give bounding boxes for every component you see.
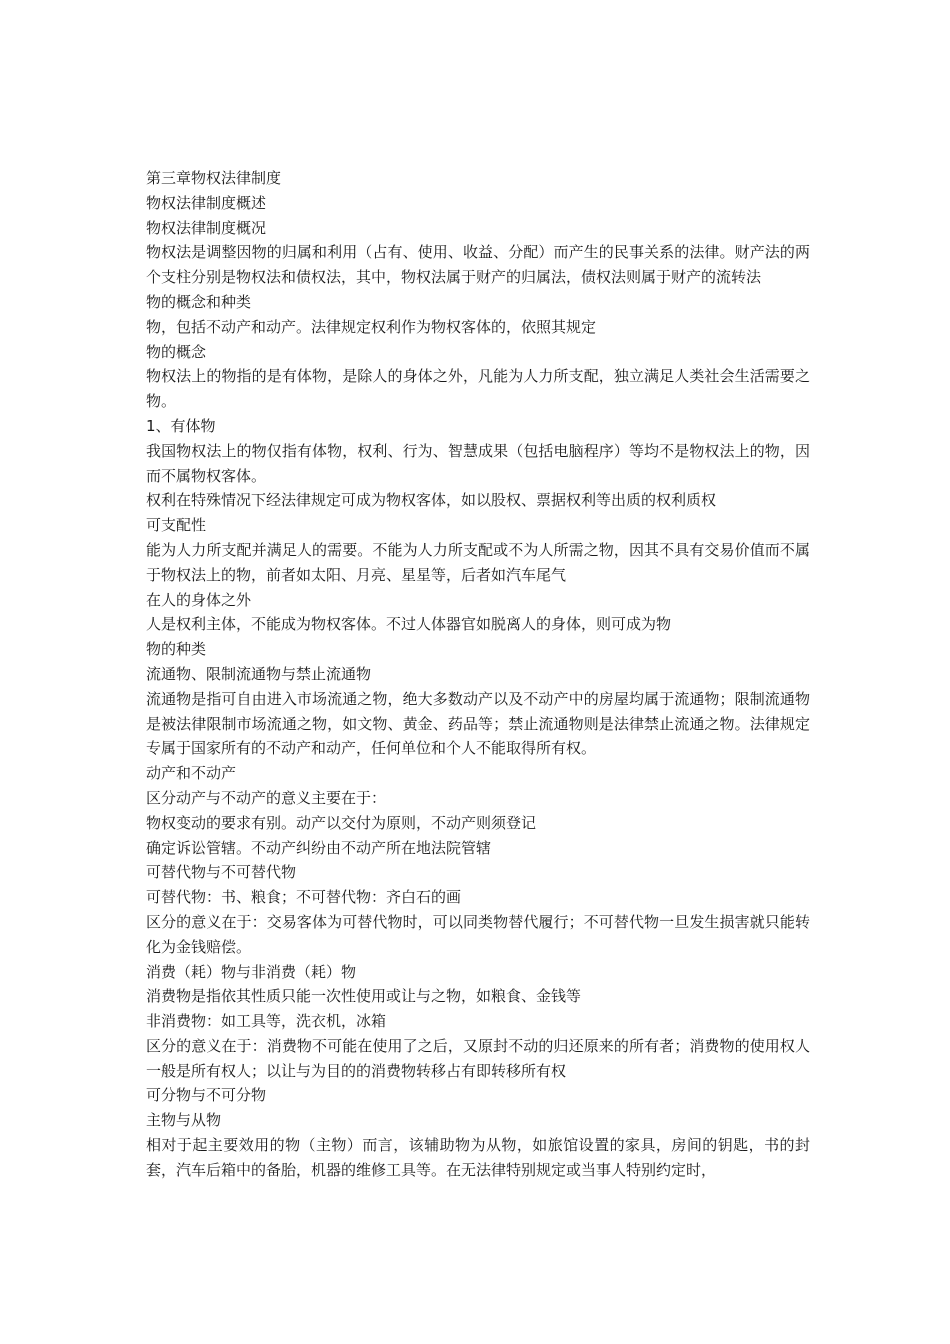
paragraph: 区分的意义在于：交易客体为可替代物时，可以同类物替代履行；不可替代物一旦发生损害就只能转化为金钱赔偿。 bbox=[146, 912, 810, 956]
paragraph: 相对于起主要效用的物（主物）而言，该辅助物为从物，如旅馆设置的家具，房间的钥匙，书的封套，汽车后箱中的备胎，机器的维修工具等。在无法律特别规定或当事人特别约定时， bbox=[146, 1136, 810, 1179]
subsection-heading: 可替代物与不可替代物 bbox=[146, 863, 297, 882]
document-body bbox=[146, 166, 810, 1183]
subsection-heading: 动产和不动产 bbox=[146, 764, 237, 783]
paragraph: 物权变动的要求有别。动产以交付为原则，不动产则须登记 bbox=[146, 813, 537, 832]
paragraph: 消费物是指依其性质只能一次性使用或让与之物，如粮食、金钱等 bbox=[146, 987, 582, 1006]
subsection-heading: 物的概念 bbox=[146, 342, 207, 361]
subsection-heading: 物的种类 bbox=[146, 640, 207, 659]
paragraph: 物权法上的物指的是有体物，是除人的身体之外，凡能为人力所支配，独立满足人类社会生活需要之物。 bbox=[146, 367, 810, 411]
paragraph: 物，包括不动产和动产。法律规定权利作为物权客体的，依照其规定 bbox=[146, 317, 597, 336]
subsection-heading: 可支配性 bbox=[146, 516, 207, 535]
subsection-heading: 消费（耗）物与非消费（耗）物 bbox=[146, 962, 357, 981]
subsection-heading: 主物与从物 bbox=[146, 1111, 222, 1130]
paragraph: 物权法是调整因物的归属和利用（占有、使用、收益、分配）而产生的民事关系的法律。财产法的两个支柱分别是物权法和债权法，其中，物权法属于财产的归属法，债权法则属于财产的流转法 bbox=[146, 243, 810, 287]
list-heading: 1、有体物 bbox=[146, 416, 216, 435]
subsection-heading: 流通物、限制流通物与禁止流通物 bbox=[146, 664, 372, 683]
paragraph: 权利在特殊情况下经法律规定可成为物权客体，如以股权、票据权利等出质的权利质权 bbox=[146, 491, 717, 510]
paragraph: 区分动产与不动产的意义主要在于： bbox=[146, 788, 387, 807]
paragraph: 我国物权法上的物仅指有体物，权利、行为、智慧成果（包括电脑程序）等均不是物权法上的物，因而不属物权客体。 bbox=[146, 441, 810, 485]
subsection-heading: 物权法律制度概况 bbox=[146, 218, 267, 237]
paragraph: 能为人力所支配并满足人的需要。不能为人力所支配或不为人所需之物，因其不具有交易价值而不属于物权法上的物，前者如太阳、月亮、星星等，后者如汽车尾气 bbox=[146, 540, 810, 584]
paragraph: 流通物是指可自由进入市场流通之物，绝大多数动产以及不动产中的房屋均属于流通物；限制流通物是被法律限制市场流通之物，如文物、黄金、药品等；禁止流通物则是法律禁止流通之物。法律规定专属于国家所有的不动产和动产，任何单位和个人不能取得所有权。 bbox=[146, 689, 810, 758]
subsection-heading: 物的概念和种类 bbox=[146, 292, 252, 311]
paragraph: 非消费物：如工具等，洗衣机，冰箱 bbox=[146, 1012, 387, 1031]
subsection-heading: 可分物与不可分物 bbox=[146, 1086, 267, 1105]
paragraph: 人是权利主体，不能成为物权客体。不过人体器官如脱离人的身体，则可成为物 bbox=[146, 615, 672, 634]
paragraph: 可替代物：书、粮食；不可替代物：齐白石的画 bbox=[146, 888, 462, 907]
paragraph: 确定诉讼管辖。不动产纠纷由不动产所在地法院管辖 bbox=[146, 838, 492, 857]
subsection-heading: 在人的身体之外 bbox=[146, 590, 252, 609]
paragraph: 区分的意义在于：消费物不可能在使用了之后，又原封不动的归还原来的所有者；消费物的使用权人一般是所有权人；以让与为目的的消费物转移占有即转移所有权 bbox=[146, 1036, 810, 1080]
chapter-title: 第三章物权法律制度 bbox=[146, 169, 282, 187]
section-heading: 物权法律制度概述 bbox=[146, 193, 267, 212]
